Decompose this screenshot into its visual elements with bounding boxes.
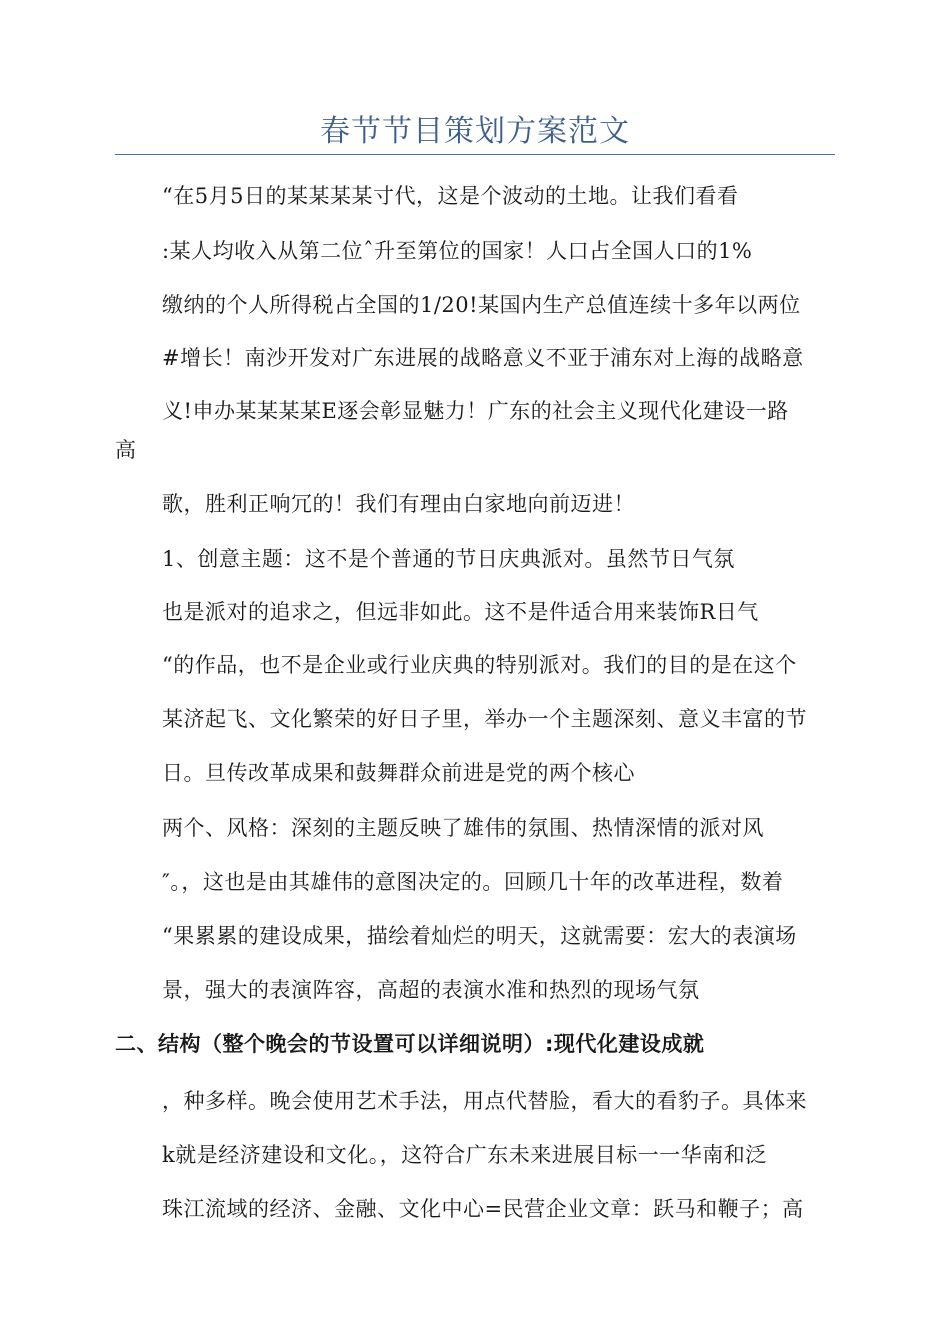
body-line: 义!申办某某某某E逐会彰显魅力！广东的社会主义现代化建设一路 — [162, 399, 789, 423]
body-line: 也是派对的追求之，但远非如此。这不是件适合用来装饰R日气 — [162, 600, 759, 624]
body-line: k就是经济建设和文化。，这符合广东未来进展目标一一华南和泛 — [162, 1143, 767, 1167]
body-line: #增长！南沙开发对广东进展的战略意义不亚于浦东对上海的战略意 — [162, 346, 804, 370]
body-line: ″。，这也是由其雄伟的意图决定的。回顾几十年的改革进程，数着 — [162, 870, 784, 894]
body-line: 1、创意主题：这不是个普通的节日庆典派对。虽然节日气氛 — [162, 547, 735, 571]
body-line: “果累累的建设成果，描绘着灿烂的明天，这就需要：宏大的表演场 — [162, 924, 797, 948]
body-line: 景，强大的表演阵容，高超的表演水准和热烈的现场气氛 — [162, 978, 700, 1002]
body-line: :某人均收入从第二位ˆ升至第位的国家！人口占全国人口的1% — [162, 239, 753, 263]
body-line: 珠江流域的经济、金融、文化中心=民营企业文章：跃马和鞭子；高 — [162, 1197, 804, 1221]
body-line: 高 — [115, 438, 137, 462]
body-line: 日。旦传改革成果和鼓舞群众前进是党的两个核心 — [162, 761, 635, 785]
body-line: 缴纳的个人所得税占全国的1/20!某国内生产总值连续十多年以两位 — [162, 293, 801, 317]
body-line: 两个、风格：深刻的主题反映了雄伟的氛围、热情深情的派对风 — [162, 816, 764, 840]
body-line: “在5月5日的某某某某寸代，这是个波动的土地。让我们看看 — [162, 184, 739, 208]
section-heading: 二、结构（整个晚会的节设置可以详细说明）:现代化建设成就 — [115, 1032, 705, 1056]
body-line: 某济起飞、文化繁荣的好日子里，举办一个主题深刻、意义丰富的节 — [162, 707, 807, 731]
title-underline — [115, 154, 835, 155]
body-line: “的作品，也不是企业或行业庆典的特别派对。我们的目的是在这个 — [162, 653, 797, 677]
body-line: 歌，胜利正响冗的！我们有理由白家地向前迈进！ — [162, 492, 635, 516]
body-line: ，种多样。晚会使用艺术手法，用点代替脸，看大的看豹子。具体来 — [162, 1089, 807, 1113]
document-title: 春节节目策划方案范文 — [320, 114, 630, 149]
